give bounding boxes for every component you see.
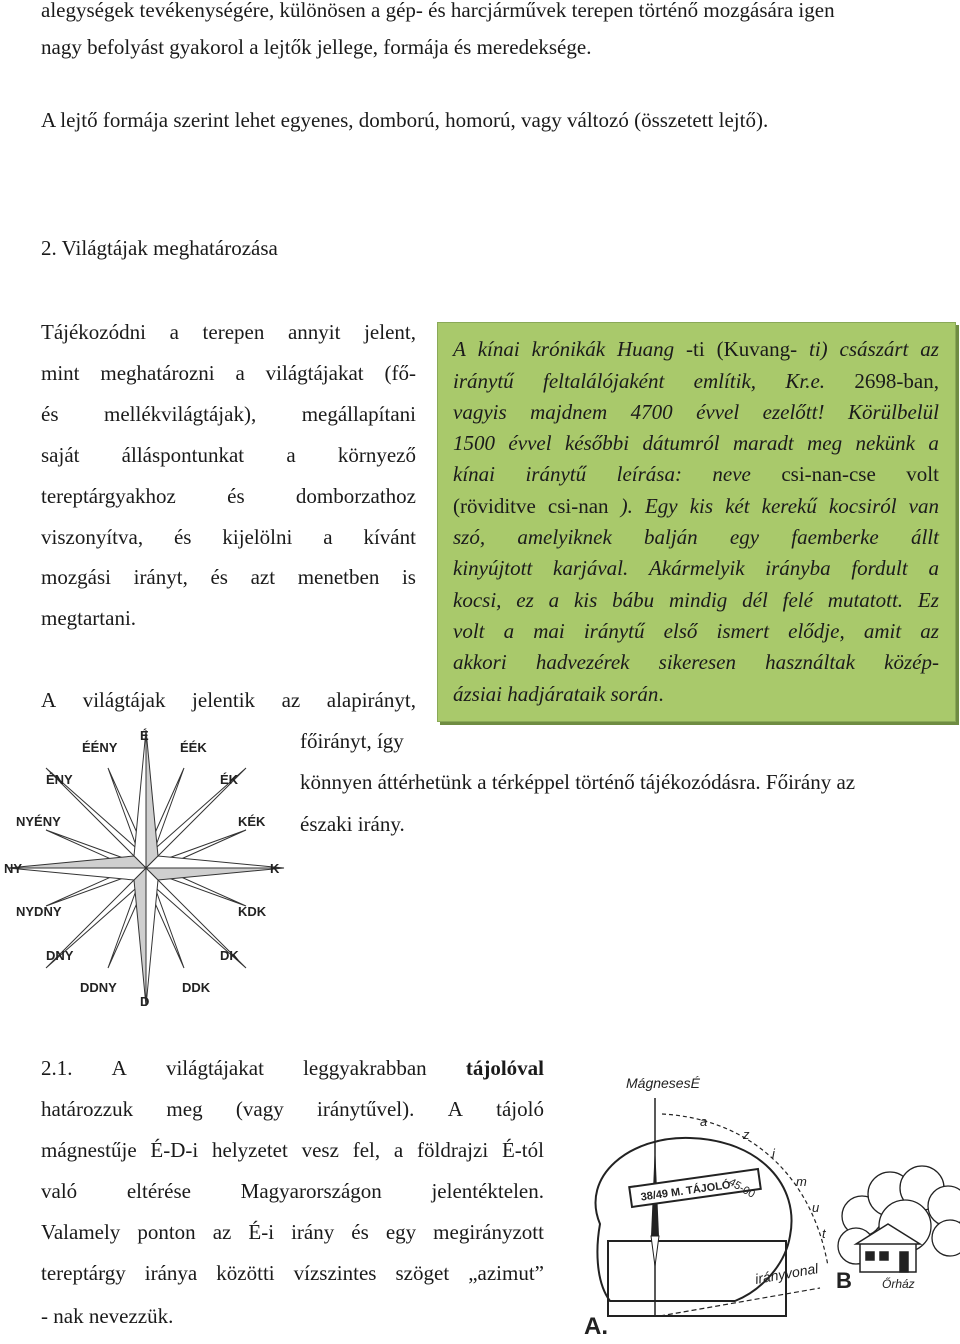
sidebar-word: akkori bbox=[453, 650, 507, 674]
sidebar-word: Ez bbox=[917, 588, 939, 612]
word: környező bbox=[337, 443, 416, 467]
sidebar-word: elődje, bbox=[788, 619, 845, 643]
sidebar-line bbox=[453, 366, 939, 396]
point-a: A. bbox=[584, 1313, 608, 1340]
sidebar-word: első bbox=[663, 619, 698, 643]
word: menetben bbox=[297, 565, 380, 589]
sidebar-word: (Kuvang- bbox=[716, 337, 798, 361]
word: meghatározni bbox=[100, 361, 215, 385]
sidebar-word: az bbox=[920, 619, 939, 643]
sidebar-word: majdnem bbox=[530, 400, 608, 424]
label-k: K bbox=[270, 861, 280, 876]
sidebar-word: dél bbox=[742, 588, 768, 612]
sidebar-word: közép- bbox=[884, 650, 939, 674]
sidebar-word: az bbox=[920, 337, 939, 361]
word: helyzetet bbox=[212, 1138, 288, 1162]
label-dk: DK bbox=[220, 948, 239, 963]
word: tereptárgyakhoz bbox=[41, 484, 176, 508]
sidebar-word: évvel bbox=[508, 431, 552, 455]
sidebar-line bbox=[453, 647, 939, 677]
word: jelentik bbox=[192, 688, 256, 712]
text-line bbox=[41, 1095, 544, 1123]
text-line: megtartani. bbox=[41, 606, 137, 630]
word: (vagy bbox=[235, 1097, 284, 1121]
sidebar-word: csi-nan bbox=[547, 494, 609, 518]
label-nydny: NYDNY bbox=[16, 904, 62, 919]
text-line bbox=[41, 1136, 544, 1164]
sidebar-word: kis bbox=[573, 588, 598, 612]
sidebar-word: meg bbox=[807, 431, 843, 455]
word: saját bbox=[41, 443, 80, 467]
label-kek: KÉK bbox=[238, 814, 266, 829]
arc-letter: z bbox=[743, 1127, 750, 1142]
word: az bbox=[281, 688, 301, 712]
word: a bbox=[235, 361, 245, 385]
word: tájoló bbox=[496, 1097, 544, 1121]
word: irányt, bbox=[133, 565, 188, 589]
text-line bbox=[41, 1218, 544, 1246]
sidebar-word: Körülbelül bbox=[847, 400, 939, 424]
sidebar-word: bábu bbox=[612, 588, 655, 612]
text-line bbox=[41, 482, 416, 510]
text-line bbox=[41, 1054, 544, 1082]
sidebar-word: Akármelyik bbox=[648, 556, 745, 580]
label-ny: NY bbox=[4, 861, 23, 876]
sidebar-word: ismert bbox=[716, 619, 770, 643]
sidebar-word: volt bbox=[453, 619, 485, 643]
word: iránytűvel). bbox=[317, 1097, 415, 1121]
sidebar-word: kínai bbox=[477, 337, 520, 361]
point-b: B bbox=[836, 1268, 852, 1293]
word: „azimut” bbox=[468, 1261, 544, 1285]
label-eeny: ÉÉNY bbox=[82, 740, 118, 755]
sidebar-word: fordult bbox=[851, 556, 908, 580]
text-line bbox=[41, 686, 416, 714]
label-d: D bbox=[140, 994, 150, 1009]
compass-rose-figure bbox=[0, 722, 300, 1012]
sidebar-line bbox=[453, 491, 939, 521]
word: leggyakrabban bbox=[303, 1056, 427, 1080]
compass-drawing bbox=[560, 1066, 960, 1344]
sidebar-word: ez bbox=[516, 588, 534, 612]
sidebar-word: Egy bbox=[644, 494, 678, 518]
sidebar-word: iránytű bbox=[583, 619, 645, 643]
text-line bbox=[41, 523, 416, 551]
plate-label: 38/49 M. TÁJOLÓ bbox=[639, 1179, 732, 1204]
text-line: A lejtő formája szerint lehet egyenes, domború, homorú, vagy változó (összetett lejtő). bbox=[41, 108, 769, 132]
label-dny: DNY bbox=[46, 948, 74, 963]
word: ponton bbox=[137, 1220, 196, 1244]
sidebar-word: mindig bbox=[668, 588, 728, 612]
word: és bbox=[210, 565, 228, 589]
sidebar-word: irányba bbox=[765, 556, 831, 580]
label-ek: ÉK bbox=[220, 772, 239, 787]
word: kívánt bbox=[363, 525, 416, 549]
sidebar-word: A bbox=[453, 337, 466, 361]
word: jelent, bbox=[364, 320, 416, 344]
word: a bbox=[286, 443, 296, 467]
sidebar-line bbox=[453, 679, 939, 709]
word: határozzuk bbox=[41, 1097, 134, 1121]
sidebar-word: nekünk bbox=[855, 431, 915, 455]
word: álláspontunkat bbox=[121, 443, 245, 467]
word: és bbox=[351, 1220, 369, 1244]
word: A bbox=[41, 688, 57, 712]
label-nyeny: NYÉNY bbox=[16, 814, 61, 829]
word: É-D-i bbox=[150, 1138, 199, 1162]
sidebar-word: -ti bbox=[686, 337, 705, 361]
word: É-i bbox=[248, 1220, 275, 1244]
sidebar-word: (röviditve bbox=[453, 494, 536, 518]
sidebar-word: évvel bbox=[696, 400, 740, 424]
magnetic-north-label: MágnesesÉ bbox=[626, 1075, 700, 1091]
label-eny: ÉNY bbox=[46, 772, 73, 787]
arc-letter: i bbox=[772, 1146, 775, 1161]
word: eltérése bbox=[126, 1179, 191, 1203]
sidebar-word: kocsiról bbox=[828, 494, 897, 518]
word: vesz bbox=[301, 1138, 339, 1162]
label-ddk: DDK bbox=[182, 980, 211, 995]
word: Tájékozódni bbox=[41, 320, 146, 344]
word: Valamely bbox=[41, 1220, 121, 1244]
word: annyit bbox=[287, 320, 341, 344]
sidebar-word: karjával. bbox=[553, 556, 629, 580]
sidebar-line bbox=[453, 334, 939, 364]
word: mágnestűje bbox=[41, 1138, 137, 1162]
label-ddny: DDNY bbox=[80, 980, 117, 995]
sidebar-word: iránytű bbox=[453, 369, 514, 393]
sidebar-segment: ázsiai hadjárataik során bbox=[453, 682, 659, 706]
sidebar-line bbox=[453, 397, 939, 427]
sidebar-word: kinyújtott bbox=[453, 556, 533, 580]
text-line: északi irány. bbox=[300, 812, 405, 836]
sidebar-word: a bbox=[928, 556, 939, 580]
sidebar-word: sikeresen bbox=[658, 650, 736, 674]
sidebar-line bbox=[453, 459, 939, 489]
sidebar-word: császárt bbox=[839, 337, 909, 361]
word: azt bbox=[250, 565, 276, 589]
sidebar-word: a bbox=[503, 619, 515, 643]
sidebar-line bbox=[453, 585, 939, 615]
sidebar-word: volt bbox=[906, 462, 939, 486]
word: és bbox=[41, 402, 59, 426]
arc-letter: a bbox=[700, 1114, 708, 1129]
direction-line-label: irányvonal bbox=[753, 1260, 820, 1287]
word: iránya bbox=[144, 1261, 198, 1285]
sidebar-word: a bbox=[548, 588, 560, 612]
word: való bbox=[41, 1179, 78, 1203]
word: az bbox=[212, 1220, 232, 1244]
text-line: főirányt, így bbox=[300, 729, 404, 753]
sidebar-word: kínai bbox=[453, 462, 495, 486]
word: A bbox=[111, 1056, 127, 1080]
word: domborzathoz bbox=[295, 484, 416, 508]
text-line: könnyen áttérhetünk a térképpel történő tájékozódásra. Főirány az bbox=[300, 770, 856, 794]
text-line: alegységek tevékenységére, különösen a gép- és harcjárművek terepen történő mozgására igen bbox=[41, 0, 835, 22]
word: viszonyítva, bbox=[41, 525, 144, 549]
sidebar-word: a bbox=[928, 431, 939, 455]
sidebar-line bbox=[453, 522, 939, 552]
sidebar-word: egy bbox=[729, 525, 760, 549]
sidebar-line bbox=[453, 428, 939, 458]
sidebar-word: amelyiknek bbox=[517, 525, 612, 549]
sidebar-word: kis bbox=[689, 494, 714, 518]
sidebar-word: neve bbox=[712, 462, 751, 486]
word: egy bbox=[385, 1220, 417, 1244]
text-line: - nak nevezzük. bbox=[41, 1304, 174, 1328]
sidebar-word: amit bbox=[863, 619, 902, 643]
sidebar-word: Huang bbox=[616, 337, 675, 361]
text-line: nagy befolyást gyakorol a lejtők jellege, formája és meredeksége. bbox=[41, 35, 592, 59]
word: és bbox=[227, 484, 245, 508]
word: a bbox=[393, 1138, 404, 1162]
sidebar-line bbox=[453, 553, 939, 583]
word: fel, bbox=[352, 1138, 381, 1162]
word: világtájakat bbox=[165, 1056, 264, 1080]
arc-letter: m bbox=[796, 1174, 807, 1189]
word: kijelölni bbox=[222, 525, 293, 549]
arc-letter: u bbox=[812, 1200, 820, 1215]
word: és bbox=[173, 525, 192, 549]
sidebar-word: mai bbox=[533, 619, 565, 643]
word: tájolóval bbox=[465, 1056, 544, 1080]
word: földrajzi bbox=[417, 1138, 489, 1162]
sidebar-word: állt bbox=[910, 525, 939, 549]
word: tereptárgy bbox=[41, 1261, 126, 1285]
text-line bbox=[41, 441, 416, 469]
word: alapirányt, bbox=[326, 688, 416, 712]
sidebar-word: dátumról bbox=[642, 431, 720, 455]
word: terepen bbox=[202, 320, 265, 344]
sidebar-word: van bbox=[908, 494, 939, 518]
text-line bbox=[41, 359, 416, 387]
sidebar-word: krónikák bbox=[531, 337, 606, 361]
sidebar-word: feltalálójaként bbox=[543, 369, 665, 393]
sidebar-word: faemberke bbox=[791, 525, 879, 549]
sidebar-word: szó, bbox=[453, 525, 486, 549]
word: is bbox=[401, 565, 416, 589]
sidebar-word: használtak bbox=[765, 650, 855, 674]
text-line bbox=[41, 1259, 544, 1287]
text-line bbox=[41, 318, 416, 346]
word: a bbox=[323, 525, 333, 549]
word: szöget bbox=[395, 1261, 450, 1285]
text-line bbox=[41, 1177, 544, 1205]
word: megállapítani bbox=[301, 402, 416, 426]
sidebar-word: ). bbox=[620, 494, 633, 518]
sidebar-word: hadvezérek bbox=[535, 650, 630, 674]
house-label: Őrház bbox=[882, 1277, 915, 1291]
sidebar-word: későbbi bbox=[564, 431, 630, 455]
word: irány bbox=[291, 1220, 335, 1244]
word: mozgási bbox=[41, 565, 111, 589]
sidebar-segment: . bbox=[658, 682, 664, 706]
word: meg bbox=[166, 1097, 203, 1121]
sidebar-word: 4700 bbox=[630, 400, 673, 424]
word: közötti bbox=[216, 1261, 275, 1285]
word: a bbox=[169, 320, 179, 344]
degree-label: 45-00 bbox=[726, 1176, 757, 1201]
sidebar-word: maradt bbox=[732, 431, 794, 455]
word: jelentéktelen. bbox=[431, 1179, 544, 1203]
sidebar-word: felé bbox=[782, 588, 813, 612]
sidebar-word: 1500 bbox=[453, 431, 495, 455]
sidebar-word: ti) bbox=[808, 337, 828, 361]
sidebar-word: vagyis bbox=[453, 400, 507, 424]
text-line bbox=[41, 563, 416, 591]
label-kdk: KDK bbox=[238, 904, 267, 919]
word: mellékvilágtájak), bbox=[104, 402, 257, 426]
word: mint bbox=[41, 361, 80, 385]
sidebar-word: csi-nan-cse bbox=[781, 462, 876, 486]
word: Magyarországon bbox=[240, 1179, 382, 1203]
text-line bbox=[41, 400, 416, 428]
word: megirányzott bbox=[433, 1220, 544, 1244]
sidebar-word: mutatott. bbox=[827, 588, 904, 612]
sidebar-word: 2698-ban, bbox=[854, 369, 939, 393]
sidebar-word: kerekű bbox=[761, 494, 817, 518]
sidebar-line bbox=[453, 616, 939, 646]
word: világtájakat bbox=[265, 361, 364, 385]
sidebar-word: leírása: bbox=[616, 462, 682, 486]
word: É-tól bbox=[501, 1138, 544, 1162]
word: (fő- bbox=[384, 361, 416, 385]
sidebar-word: említik, bbox=[693, 369, 757, 393]
label-e: É bbox=[140, 728, 149, 743]
sidebar-word: balján bbox=[644, 525, 698, 549]
section-heading: 2. Világtájak meghatározása bbox=[41, 236, 278, 260]
label-eek: ÉÉK bbox=[180, 740, 207, 755]
sidebar-word: ezelőtt! bbox=[762, 400, 825, 424]
word: A bbox=[447, 1097, 463, 1121]
sidebar-word: kocsi, bbox=[453, 588, 502, 612]
sidebar-word: Kr.e. bbox=[785, 369, 826, 393]
arc-letter: t bbox=[822, 1226, 826, 1241]
sidebar-word: iránytű bbox=[525, 462, 587, 486]
word: vízszintes bbox=[293, 1261, 377, 1285]
word: világtájak bbox=[82, 688, 166, 712]
sidebar-word: két bbox=[725, 494, 750, 518]
word: 2.1. bbox=[41, 1056, 73, 1080]
